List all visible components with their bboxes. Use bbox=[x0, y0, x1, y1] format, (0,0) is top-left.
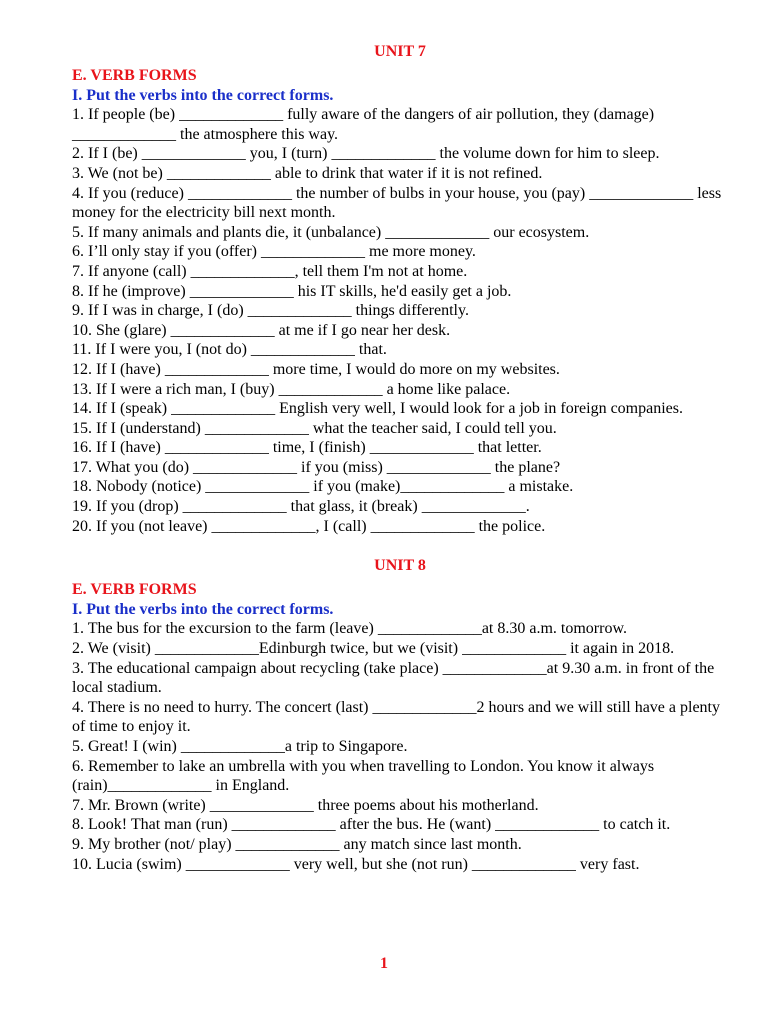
page-number: 1 bbox=[380, 955, 388, 972]
exercise-item-8-4: 4. There is no need to hurry. The concert (last) _____________2 hours and we will still have a plenty of time to enjoy it. bbox=[72, 698, 720, 736]
exercise-item-8-9: 9. My brother (not/ play) _____________ any match since last month. bbox=[72, 835, 522, 853]
exercise-item-7-6: 6. I’ll only stay if you (offer) _____________ me more money. bbox=[72, 243, 476, 261]
exercise-item-7-18: 18. Nobody (notice) _____________ if you (make)_____________ a mistake. bbox=[72, 478, 574, 496]
exercise-item-7-16: 16. If I (have) _____________ time, I (finish) _____________ that letter. bbox=[72, 439, 542, 457]
exercise-item-7-9: 9. If I was in charge, I (do) _____________ things differently. bbox=[72, 302, 469, 320]
unit-8-section-title: E. VERB FORMS bbox=[72, 581, 197, 599]
exercise-item-7-11: 11. If I were you, I (not do) _____________ that. bbox=[72, 341, 387, 359]
unit-7-title: UNIT 7 bbox=[374, 43, 426, 60]
exercise-item-7-8: 8. If he (improve) _____________ his IT skills, he'd easily get a job. bbox=[72, 282, 512, 300]
exercise-item-7-10: 10. She (glare) _____________ at me if I go near her desk. bbox=[72, 321, 451, 339]
exercise-item-8-10: 10. Lucia (swim) _____________ very well, but she (not run) _____________ very fast. bbox=[72, 855, 640, 873]
exercise-item-8-5: 5. Great! I (win) _____________a trip to Singapore. bbox=[72, 738, 408, 755]
exercise-item-8-6: 6. Remember to lake an umbrella with you when travelling to London. You know it always (rain)_____________ in England. bbox=[72, 757, 655, 795]
exercise-item-7-3: 3. We (not be) _____________ able to drink that water if it is not refined. bbox=[72, 164, 543, 182]
exercise-item-8-1: 1. The bus for the excursion to the farm (leave) _____________at 8.30 a.m. tomorrow. bbox=[72, 620, 627, 638]
unit-7-instruction: I. Put the verbs into the correct forms. bbox=[72, 86, 334, 104]
exercise-item-7-13: 13. If I were a rich man, I (buy) _____________ a home like palace. bbox=[72, 380, 511, 398]
unit-7-section-title: E. VERB FORMS bbox=[72, 67, 197, 84]
exercise-item-7-20: 20. If you (not leave) _____________, I (call) _____________ the police. bbox=[72, 517, 546, 535]
exercise-item-8-8: 8. Look! That man (run) _____________ after the bus. He (want) _____________ to catch it. bbox=[72, 816, 671, 834]
exercise-item-7-19: 19. If you (drop) _____________ that glass, it (break) _____________. bbox=[72, 498, 530, 516]
exercise-item-7-4: 4. If you (reduce) _____________ the number of bulbs in your house, you (pay) _____________ less money for the electricity bill next month. bbox=[72, 184, 722, 222]
unit-8-exercise-list bbox=[72, 619, 728, 874]
unit-7-exercise-list bbox=[72, 105, 728, 536]
exercise-item-7-7: 7. If anyone (call) _____________, tell them I'm not at home. bbox=[72, 262, 468, 280]
exercise-item-7-12: 12. If I (have) _____________ more time, I would do more on my websites. bbox=[72, 360, 560, 378]
exercise-item-7-1: 1. If people (be) _____________ fully aware of the dangers of air pollution, they (damage) _____________ the atmosphere this way. bbox=[72, 106, 655, 143]
exercise-item-7-2: 2. If I (be) _____________ you, I (turn) _____________ the volume down for him to sleep. bbox=[72, 145, 660, 163]
exercise-item-7-5: 5. If many animals and plants die, it (unbalance) _____________ our ecosystem. bbox=[72, 223, 590, 241]
exercise-item-8-3: 3. The educational campaign about recycling (take place) _____________at 9.30 a.m. in front of the local stadium. bbox=[72, 659, 715, 697]
exercise-item-7-15: 15. If I (understand) _____________ what the teacher said, I could tell you. bbox=[72, 419, 557, 437]
exercise-item-8-2: 2. We (visit) _____________Edinburgh twice, but we (visit) _____________ it again in 2018. bbox=[72, 640, 675, 658]
exercise-item-8-7: 7. Mr. Brown (write) _____________ three poems about his motherland. bbox=[72, 796, 539, 814]
unit-8-title: UNIT 8 bbox=[374, 557, 426, 575]
exercise-item-7-14: 14. If I (speak) _____________ English very well, I would look for a job in foreign companies. bbox=[72, 400, 683, 418]
unit-8-instruction: I. Put the verbs into the correct forms. bbox=[72, 600, 334, 618]
exercise-item-7-17: 17. What you (do) _____________ if you (miss) _____________ the plane? bbox=[72, 458, 561, 476]
